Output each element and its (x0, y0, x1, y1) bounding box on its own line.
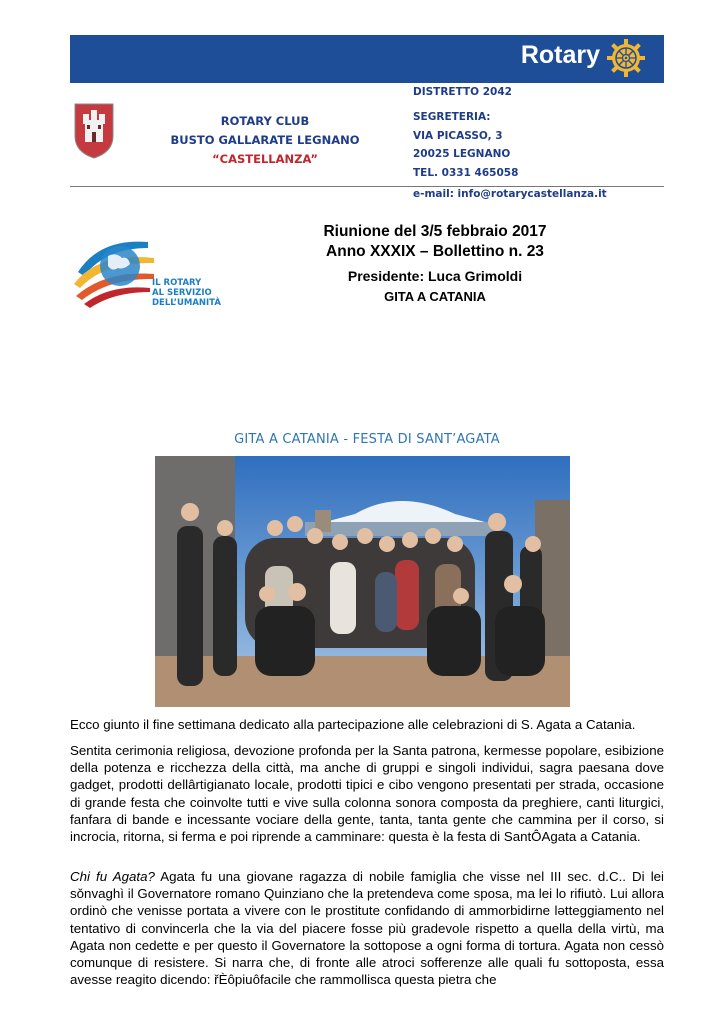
article-paragraph-1: Ecco giunto il fine settimana dedicato alla partecipazione alle celebrazioni di S. Agata a Catania. (70, 717, 636, 732)
rotary-header-bar (70, 35, 664, 83)
paragraph-3-text: Agata fu una giovane ragazza di nobile famiglia che visse nel III sec. d.C.. Di lei sǒnvaghì il Governatore romano Quinziano che la pretendeva come sposa, ma lei lo rifiutò. Lui allora ordinò che venisse portata a vivere con le prostitute confidando di ammorbidirne lǝtteggiamento nel tentativo di convincerla che la via del piacere fosse più gradevole rispetto a quella della virtù, ma Agata non cedette e per questo il Governatore la sottopose a ogni forma di tortura. Agata non cessò comunque di resistere. Si narra che, di fronte alle atroci sofferenze alle quali fu sottoposta, essa avesse reagito dicendo: řÈôpiuôfacile che rammollisca questa pietra che (70, 869, 664, 988)
secretariat-label: SEGRETERIA: (413, 111, 491, 123)
president-name: Presidente: Luca Grimoldi (347, 268, 523, 284)
club-line-3: “CASTELLANZA” (212, 152, 318, 166)
secretariat-block (413, 108, 518, 182)
article-section-title: GITA A CATANIA - FESTA DI SANT’AGATA (234, 432, 500, 447)
meeting-topic: GITA A CATANIA (384, 289, 486, 304)
phone-number: TEL. 0331 465058 (413, 166, 519, 179)
logo-text-line-1: IL ROTARY (152, 278, 202, 288)
club-crest-icon (73, 102, 115, 160)
street-address: VIA PICASSO, 3 (413, 129, 503, 142)
header-divider (70, 186, 664, 187)
rotary-brand-text: Rotary (520, 41, 600, 69)
article-paragraph-3 (70, 868, 664, 988)
logo-text-line-2: AL SERVIZIO (152, 288, 212, 298)
logo-text-line-3: DELL’UMANITÀ (152, 298, 221, 308)
group-photo (155, 456, 570, 707)
club-name-block (150, 112, 380, 169)
meeting-date: Riunione del 3/5 febbraio 2017 (323, 223, 547, 240)
rotary-wheel-icon (606, 38, 646, 78)
bulletin-issue: Anno XXXIX – Bollettino n. 23 (326, 243, 544, 260)
paragraph-lead-question: Chi fu Agata? (70, 869, 155, 884)
humanity-logo-text (152, 278, 221, 308)
article-paragraph-2: Sentita cerimonia religiosa, devozione profonda per la Santa patrona, kermesse popolare, esibizione della potenza e ricchezza della città, ma anche di gruppi e singoli individui, sagra paesana dove gadget, prodotti dellârtigianato locale, prodotti tipici e cibo vengono presentati per strada, occasione di grande festa che coinvolte tutti e vive sulla colonna sonora composta da preghiere, canti liturgici, fanfara di bande e incessante vociare della gente, tanta, tanta gente che cammina per il corso, si incrocia, ritorna, si ferma e poi riprende a camminare: questa è la festa di SantÔAgata a Catania. (70, 743, 664, 845)
email-link[interactable]: e-mail: info@rotarycastellanza.it (413, 188, 607, 200)
district-label: DISTRETTO 2042 (413, 86, 512, 98)
club-line-2: BUSTO GALLARATE LEGNANO (170, 133, 360, 147)
meeting-info (300, 222, 570, 306)
city-address: 20025 LEGNANO (413, 148, 511, 160)
club-line-1: ROTARY CLUB (220, 114, 310, 128)
